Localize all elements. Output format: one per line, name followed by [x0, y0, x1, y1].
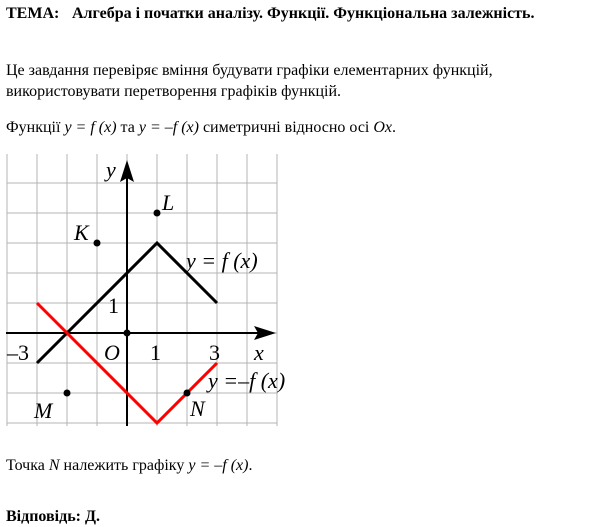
statement-and: та — [116, 119, 139, 136]
statement-end: . — [392, 119, 397, 136]
point-n: N — [48, 457, 60, 474]
tick-label-y-1: 1 — [108, 293, 119, 318]
answer: Відповідь: Д. — [6, 508, 101, 525]
neg-f-curve-label: y =–f (x) — [208, 368, 286, 393]
function-neg-f: y = –f (x) — [138, 119, 199, 136]
point-m — [64, 390, 71, 397]
origin-point — [124, 330, 131, 337]
conclusion-function: y = –f (x) — [188, 457, 249, 474]
topic-header — [6, 3, 596, 24]
axis-labels — [6, 157, 285, 423]
conclusion-middle: належить графіку — [59, 457, 189, 474]
function-graph — [4, 150, 296, 434]
point-k — [94, 240, 101, 247]
task-description: Це завдання перевіряє вміння будувати графіки елементарних функцій, використовувати перетворення графіків функцій. — [6, 62, 493, 100]
x-axis-label: x — [254, 340, 264, 365]
conclusion — [6, 455, 252, 476]
point-label-n: N — [190, 396, 205, 421]
symmetry-statement — [6, 117, 396, 138]
point-label-l: L — [162, 190, 175, 215]
tick-label-x-neg3: –3 — [7, 340, 29, 365]
statement-middle: симетричні відносно осі — [198, 119, 374, 136]
point-label-k: K — [74, 220, 89, 245]
point-l — [154, 210, 161, 217]
tick-label-x-1: 1 — [150, 340, 161, 365]
tick-label-x-3: 3 — [209, 340, 220, 365]
f-curve-label: y = f (x) — [186, 248, 258, 273]
axis-name: Ox — [373, 119, 393, 136]
topic-title: Алгебра і початки аналізу. Функції. Функціональна залежність. — [72, 5, 535, 22]
conclusion-prefix: Точка — [6, 457, 49, 474]
y-axis-label: y — [106, 157, 116, 182]
topic-label: ТЕМА: — [6, 5, 60, 22]
origin-label: O — [104, 340, 120, 365]
point-label-m: M — [34, 398, 53, 423]
function-f: y = f (x) — [64, 119, 117, 136]
conclusion-end: . — [248, 457, 253, 474]
statement-prefix: Функції — [6, 119, 65, 136]
